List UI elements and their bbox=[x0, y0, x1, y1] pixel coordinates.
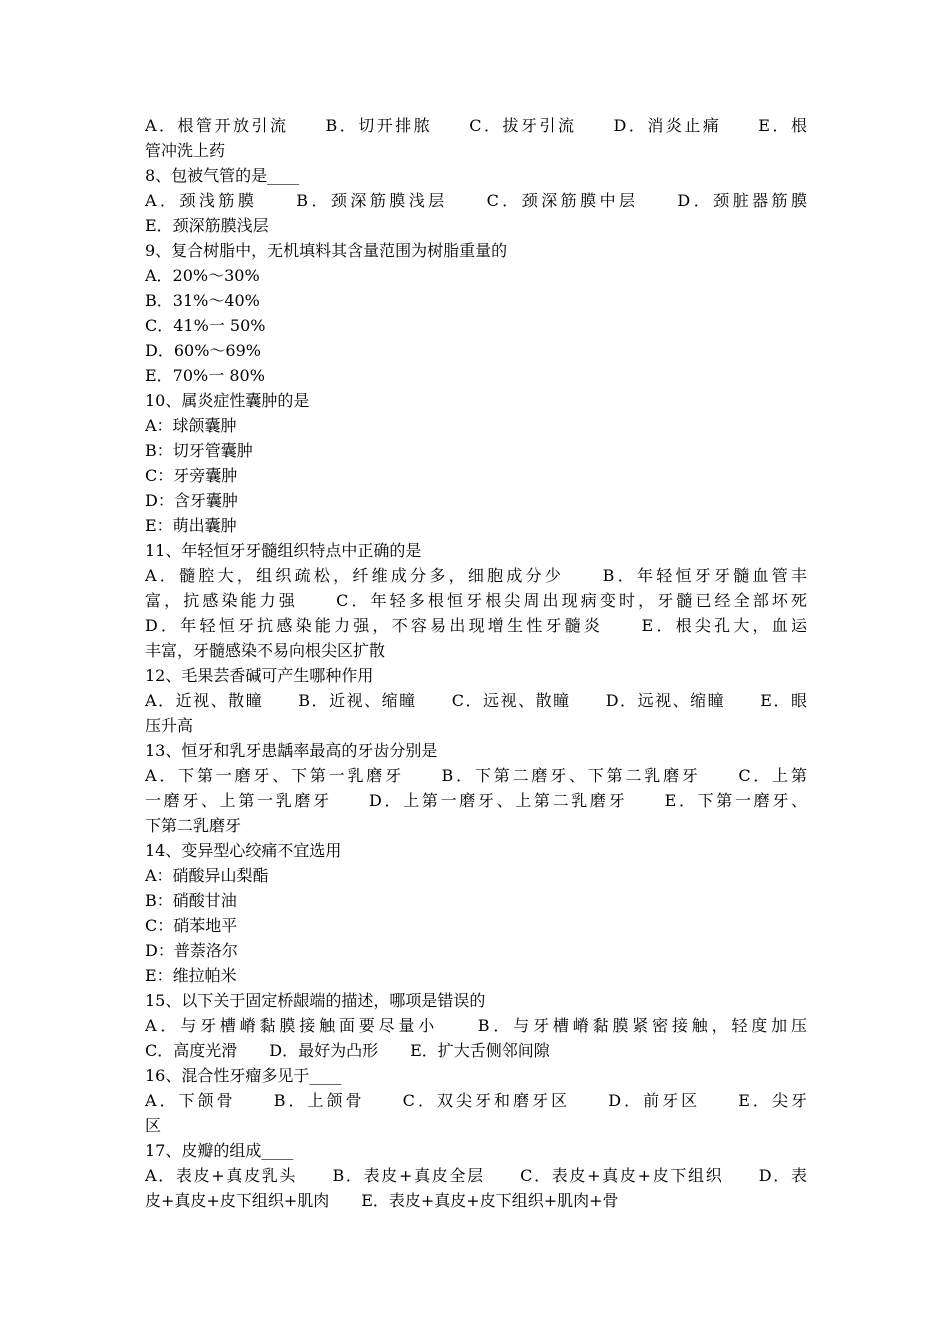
text-line: 17、皮瓣的组成____ bbox=[145, 1141, 294, 1160]
text-line: B．31%～40% bbox=[145, 291, 260, 310]
text-line: E．颈深筋膜浅层 bbox=[145, 216, 269, 235]
text-line: A．与牙槽嵴黏膜接触面要尽量小 B．与牙槽嵴黏膜紧密接触，轻度加压 bbox=[145, 1016, 807, 1035]
text-line: A．颈浅筋膜 B．颈深筋膜浅层 C．颈深筋膜中层 D．颈脏器筋膜 bbox=[145, 191, 807, 210]
text-line: D：普萘洛尔 bbox=[145, 941, 238, 960]
text-line: A．根管开放引流 B．切开排脓 C．拔牙引流 D．消炎止痛 E．根 bbox=[145, 116, 807, 135]
text-line: C：硝苯地平 bbox=[145, 916, 238, 935]
text-line: A．表皮+真皮乳头 B．表皮+真皮全层 C．表皮+真皮+皮下组织 D．表 bbox=[145, 1166, 807, 1185]
text-line: E：维拉帕米 bbox=[145, 966, 237, 985]
text-line: A．近视、散瞳 B．近视、缩瞳 C．远视、散瞳 D．远视、缩瞳 E．眼 bbox=[145, 691, 807, 710]
text-line: 下第二乳磨牙 bbox=[145, 816, 242, 835]
text-line: 压升高 bbox=[145, 716, 194, 735]
text-line: A．下颌骨 B．上颌骨 C．双尖牙和磨牙区 D．前牙区 E．尖牙 bbox=[145, 1091, 807, 1110]
text-line: E．70%一 80% bbox=[145, 366, 265, 385]
text-line: A．髓腔大，组织疏松，纤维成分多，细胞成分少 B．年轻恒牙牙髓血管丰 bbox=[145, 566, 807, 585]
text-line: 区 bbox=[145, 1116, 162, 1135]
text-line: 13、恒牙和乳牙患龋率最高的牙齿分别是 bbox=[145, 741, 438, 760]
text-line: B：切牙管囊肿 bbox=[145, 441, 253, 460]
text-line: 10、属炎症性囊肿的是 bbox=[145, 391, 310, 410]
text-line: A：球颌囊肿 bbox=[145, 416, 237, 435]
text-line: A．下第一磨牙、下第一乳磨牙 B．下第二磨牙、下第二乳磨牙 C．上第 bbox=[145, 766, 807, 785]
text-line: 8、包被气管的是____ bbox=[145, 166, 300, 185]
text-line: 9、复合树脂中，无机填料其含量范围为树脂重量的 bbox=[145, 241, 508, 260]
text-line: 11、年轻恒牙牙髓组织特点中正确的是 bbox=[145, 541, 422, 560]
text-line: B：硝酸甘油 bbox=[145, 891, 237, 910]
text-line: C．高度光滑 D．最好为凸形 E．扩大舌侧邻间隙 bbox=[145, 1041, 550, 1060]
text-line: E：萌出囊肿 bbox=[145, 516, 237, 535]
text-line: C．41%一 50% bbox=[145, 316, 266, 335]
text-line: D．60%～69% bbox=[145, 341, 261, 360]
document-body bbox=[145, 113, 807, 1213]
text-line: C：牙旁囊肿 bbox=[145, 466, 238, 485]
text-line: 富，抗感染能力强 C．年轻多根恒牙根尖周出现病变时，牙髓已经全部坏死 bbox=[145, 591, 807, 610]
text-line: 14、变异型心绞痛不宜选用 bbox=[145, 841, 342, 860]
text-line: 一磨牙、上第一乳磨牙 D．上第一磨牙、上第二乳磨牙 E．下第一磨牙、 bbox=[145, 791, 807, 810]
text-line: 丰富，牙髓感染不易向根尖区扩散 bbox=[145, 641, 386, 660]
text-line: 16、混合性牙瘤多见于____ bbox=[145, 1066, 342, 1085]
text-line: 管冲洗上药 bbox=[145, 141, 226, 160]
text-line: D．年轻恒牙抗感染能力强，不容易出现增生性牙髓炎 E．根尖孔大，血运 bbox=[145, 616, 807, 635]
text-line: 15、以下关于固定桥龈端的描述，哪项是错误的 bbox=[145, 991, 486, 1010]
text-line: A：硝酸异山梨酯 bbox=[145, 866, 269, 885]
text-line: 12、毛果芸香碱可产生哪种作用 bbox=[145, 666, 374, 685]
text-line: A．20%～30% bbox=[145, 266, 260, 285]
text-line: 皮+真皮+皮下组织+肌肉 E．表皮+真皮+皮下组织+肌肉+骨 bbox=[145, 1191, 619, 1210]
text-line: D：含牙囊肿 bbox=[145, 491, 238, 510]
